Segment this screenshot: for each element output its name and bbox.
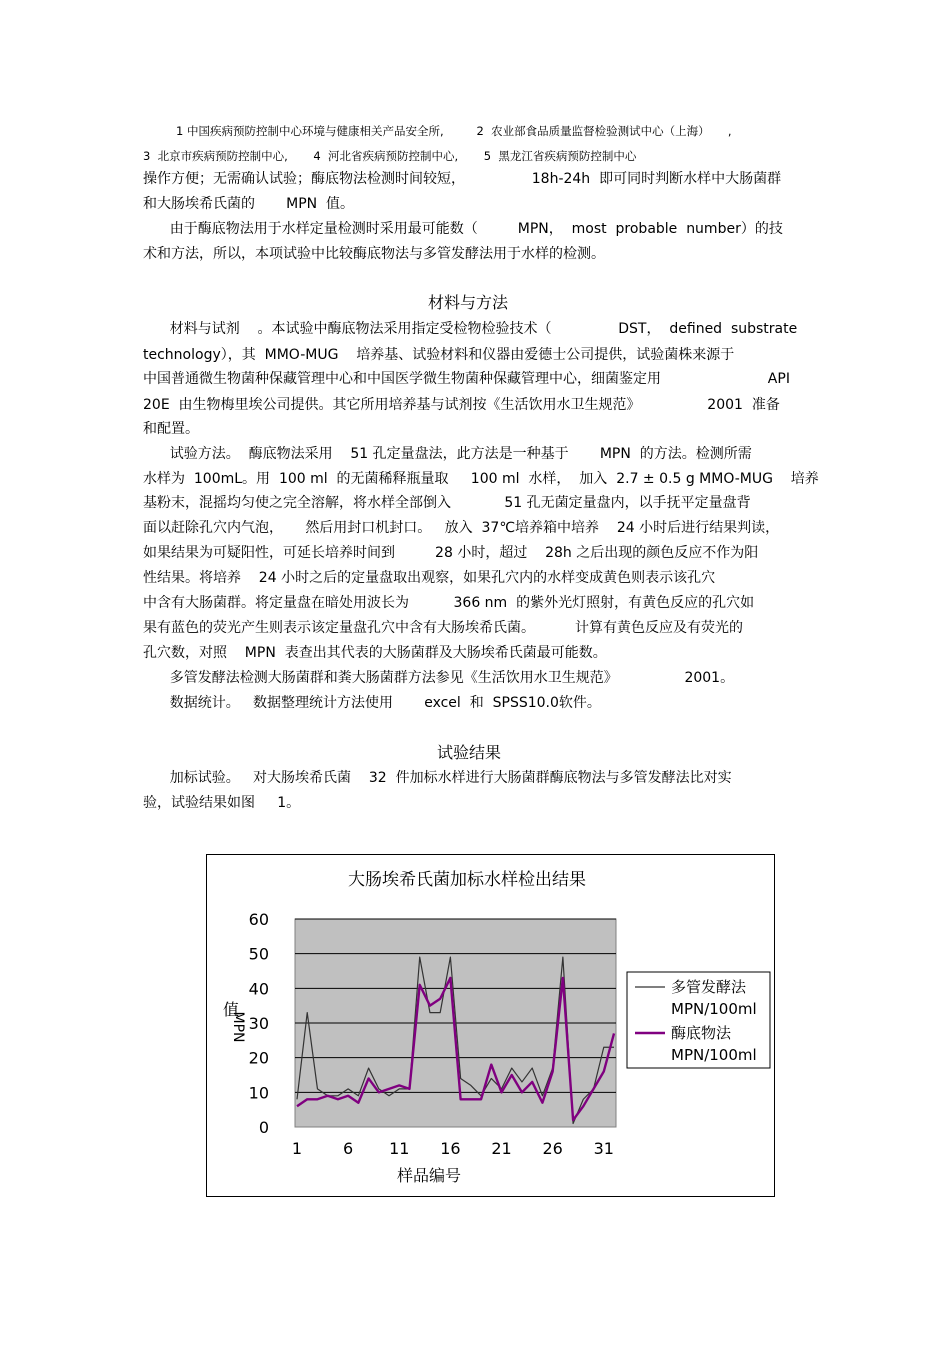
section-heading-results: 试验结果 <box>437 743 502 762</box>
x-axis-label: 样品编号 <box>396 1166 462 1185</box>
results-line: 加标试验。 对大肠埃希氏菌 32 件加标水样进行大肠菌群酶底物法与多管发酵法比对实 <box>143 770 732 786</box>
intro-line: 和大肠埃希氏菌的 MPN 值。 <box>143 196 355 212</box>
methods-line: 基粉末，混摇均匀使之完全溶解，将水样全部倒入 51 孔无菌定量盘内，以手抚平定量盘背 <box>143 495 751 511</box>
x-tick-label: 16 <box>440 1139 461 1158</box>
x-tick-label: 31 <box>593 1139 614 1158</box>
methods-line: 试验方法。 酶底物法采用 51 孔定量盘法，此方法是一种基于 MPN 的方法。检测所需 <box>143 446 752 462</box>
legend-unit-1: MPN/100ml <box>671 1000 757 1018</box>
legend-unit-2: MPN/100ml <box>671 1046 757 1064</box>
intro-line: 操作方便；无需确认试验；酶底物法检测时间较短， 18h-24h 即可同时判断水样中大肠菌群 <box>143 171 782 187</box>
y-tick-label: 30 <box>248 1014 269 1033</box>
y-axis-label: 值 <box>222 1000 240 1019</box>
x-tick-label: 1 <box>291 1139 303 1158</box>
y-tick-label: 40 <box>248 979 269 999</box>
methods-line: 材料与试剂 。本试验中酶底物法采用指定受检物检验技术（ DST， defined substrate <box>143 321 798 337</box>
affiliation-line-2: 3 北京市疾病预防控制中心, 4 河北省疾病预防控制中心, 5 黑龙江省疾病预防控制中心 <box>143 149 637 163</box>
legend-label-2: 酶底物法 <box>671 1024 732 1042</box>
x-tick-label: 26 <box>542 1139 563 1158</box>
y-tick-label: 20 <box>248 1048 269 1068</box>
x-tick-label: 11 <box>389 1139 410 1158</box>
methods-line: 孔穴数，对照 MPN 表查出其代表的大肠菌群及大肠埃希氏菌最可能数。 <box>143 645 607 661</box>
y-tick-label: 10 <box>248 1083 269 1103</box>
methods-line: 20E 由生物梅里埃公司提供。其它所用培养基与试剂按《生活饮用水卫生规范》 2001 准备 <box>143 397 780 413</box>
methods-line: 多管发酵法检测大肠菌群和粪大肠菌群方法参见《生活饮用水卫生规范》 2001。 <box>143 670 735 686</box>
section-heading-methods: 材料与方法 <box>428 293 509 312</box>
methods-line: 水样为 100mL。用 100 ml 的无菌稀释瓶量取 100 ml 水样， 加入 2.7 ± 0.5 g MMO-MUG 培养 <box>143 471 819 487</box>
chart-canvas <box>207 855 774 1196</box>
legend-label-1: 多管发酵法 <box>671 978 747 996</box>
y-axis-label-rotated: MPN <box>230 1011 246 1043</box>
affiliation-line-1: 1 中国疾病预防控制中心环境与健康相关产品安全所, 2 农业部食品质量监督检验测试中心（上海） , <box>176 124 732 138</box>
methods-line: 如果结果为可疑阳性，可延长培养时间到 28 小时，超过 28h 之后出现的颜色反应不作为阳 <box>143 545 759 561</box>
figure-1-chart <box>206 854 775 1197</box>
chart-title: 大肠埃希氏菌加标水样检出结果 <box>348 870 586 890</box>
y-tick-label: 0 <box>258 1118 269 1137</box>
methods-line: 性结果。将培养 24 小时之后的定量盘取出观察，如果孔穴内的水样变成黄色则表示该孔穴 <box>143 570 716 586</box>
y-tick-label: 50 <box>248 944 269 964</box>
methods-line: 和配置。 <box>143 421 199 437</box>
methods-line: 果有蓝色的荧光产生则表示该定量盘孔穴中含有大肠埃希氏菌。 计算有黄色反应及有荧光的 <box>143 620 744 636</box>
methods-line: 中国普通微生物菌种保藏管理中心和中国医学微生物菌种保藏管理中心，细菌鉴定用 API <box>143 371 790 387</box>
intro-line: 术和方法，所以，本项试验中比较酶底物法与多管发酵法用于水样的检测。 <box>143 246 605 262</box>
methods-line: 中含有大肠菌群。将定量盘在暗处用波长为 366 nm 的紫外光灯照射，有黄色反应的孔穴如 <box>143 595 755 611</box>
methods-line: 数据统计。 数据整理统计方法使用 excel 和 SPSS10.0软件。 <box>143 695 601 711</box>
methods-line: 面以赶除孔穴内气泡， 然后用封口机封口。 放入 37℃培养箱中培养 24 小时后进行结果判读， <box>143 520 780 536</box>
x-tick-label: 21 <box>491 1139 512 1158</box>
x-tick-label: 6 <box>343 1139 354 1158</box>
results-line: 验，试验结果如图 1。 <box>143 795 301 811</box>
intro-line: 由于酶底物法用于水样定量检测时采用最可能数（ MPN， most probable number）的技 <box>143 221 783 237</box>
methods-line: technology），其 MMO-MUG 培养基、试验材料和仪器由爱德士公司提供，试验菌株来源于 <box>143 347 735 363</box>
y-tick-label: 60 <box>248 910 269 929</box>
